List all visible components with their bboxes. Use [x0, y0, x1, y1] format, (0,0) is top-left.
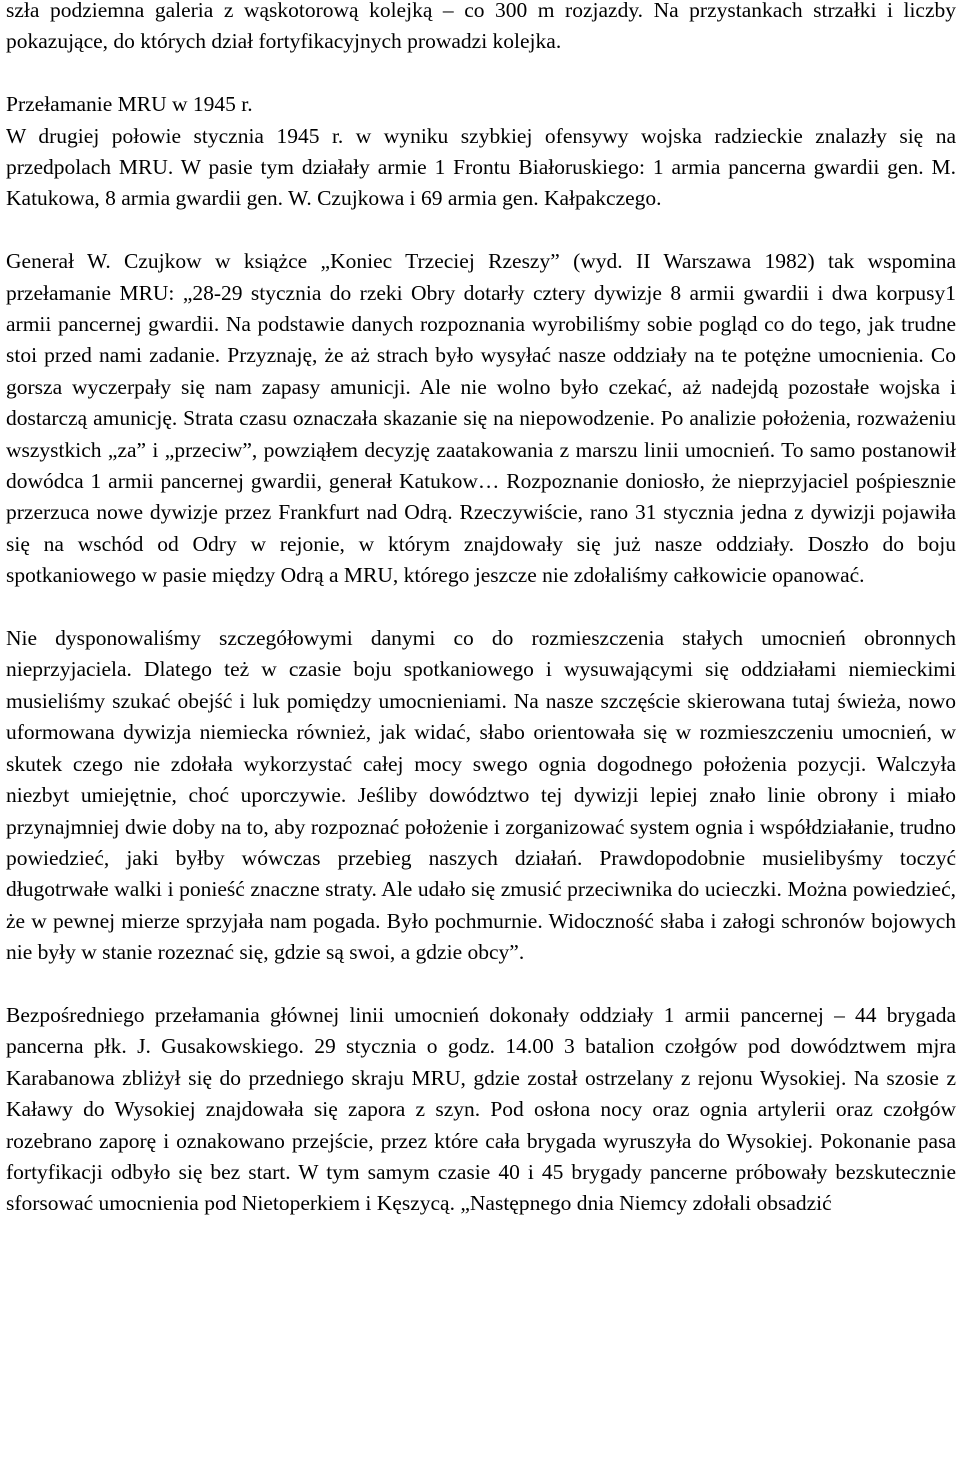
document-page	[6, 0, 956, 1251]
paragraph-breakthrough: Bezpośredniego przełamania głównej linii umocnień dokonały oddziały 1 armii pancernej – 44 brygada pancerna płk. J. Gusakowskiego. 29 stycznia o godz. 14.00 3 batalion czołgów pod dowództwem mjra Karabanowa zbliżył się do przedniego skraju MRU, gdzie został ostrzelany z rejonu Wysokiej. Na szosie z Kaławy do Wysokiej znajdowała się zapora z szyn. Pod osłona nocy oraz ognia artylerii oraz czołgów rozebrano zaporę i oznakowano przejście, przez które cała brygada wyruszyła do Wysokiej. Pokonanie pasa fortyfikacji odbyło się bez start. W tym samym czasie 40 i 45 brygady pancerne próbowały bezskutecznie sforsować umocnienia pod Nietoperkiem i Kęszycą. „Następnego dnia Niemcy zdołali obsadzić	[6, 1002, 956, 1216]
paragraph-defences: Nie dysponowaliśmy szczegółowymi danymi co do rozmieszczenia stałych umocnień obronnych nieprzyjaciela. Dlatego też w czasie boju spotkaniowego i wysuwającymi się oddziałami niemieckimi musieliśmy szukać obejść i luk pomiędzy umocnieniami. Na nasze szczęście skierowana tutaj świeża, nowo uformowana dywizja niemiecka również, jak widać, słabo orientowała się w rozmieszczeniu umocnień, w skutek czego nie zdołała wykorzystać całej mocy swego ognia dogodnego położenia pozycji. Walczyła niezbyt umiejętnie, choć uporczywie. Jeśliby dowództwo tej dywizji lepiej znało linie obrony i miało przynajmniej dwie doby na to, aby rozpoznać położenie i zorganizować system ognia i współdziałanie, trudno powiedzieć, jaki byłby wówczas przebieg naszych działań. Prawdopodobnie musielibyśmy toczyć długotrwałe walki i ponieść znaczne straty. Ale udało się zmusić przeciwnika do ucieczki. Można powiedzieć, że w pewnej mierze sprzyjała nam pogada. Było pochmurnie. Widoczność słaba i załogi schronów bojowych nie były w stanie rozeznać się, gdzie są swoi, a gdzie obcy”.	[6, 626, 956, 965]
paragraph-railway-gallery: szła podziemna galeria z wąskotorową kolejką – co 300 m rozjazdy. Na przystankach strzałki i liczby pokazujące, do których dział fortyfikacyjnych prowadzi kolejka.	[6, 0, 956, 54]
paragraph-offensive: W drugiej połowie stycznia 1945 r. w wyniku szybkiej ofensywy wojska radzieckie znalazły się na przedpolach MRU. W pasie tym działały armie 1 Frontu Białoruskiego: 1 armia pancerna gwardii gen. M. Katukowa, 8 armia gwardii gen. W. Czujkowa i 69 armia gen. Kałpakczego.	[6, 123, 956, 211]
paragraph-czujkow-quote: Generał W. Czujkow w książce „Koniec Trzeciej Rzeszy” (wyd. II Warszawa 1982) tak wspomina przełamanie MRU: „28-29 stycznia do rzeki Obry dotarły cztery dywizje 8 armii gwardii i dwa korpusy1 armii pancernej gwardii. Na podstawie danych rozpoznania wyrobiliśmy sobie pogląd co do tego, jak trudne stoi przed nami zadanie. Przyznaję, że aż strach było wysyłać nasze oddziały na te potężne umocnienia. Co gorsza wyczerpały się nam zapasy amunicji. Ale nie wolno było czekać, aż nadejdą pozostałe wojska i dostarczą amunicję. Strata czasu oznaczała skazanie się na niepowodzenie. Po analizie położenia, rozważeniu wszystkich „za” i „przeciw”, powziąłem decyzję zaatakowania z marszu linii umocnień. To samo postanowił dowódca 1 armii pancernej gwardii, generał Katukow… Rozpoznanie doniosło, że nieprzyjaciel pośpiesznie przerzuca nowe dywizje przez Frankfurt nad Odrą. Rzeczywiście, rano 31 stycznia jedna z dywizji pojawiła się na wschód od Odry w rejonie, w którym znajdowały się już nasze oddziały. Doszło do boju spotkaniowego w pasie między Odrą a MRU, którego jeszcze nie zdołaliśmy całkowicie opanować.	[6, 249, 956, 588]
section-heading: Przełamanie MRU w 1945 r.	[6, 92, 253, 117]
